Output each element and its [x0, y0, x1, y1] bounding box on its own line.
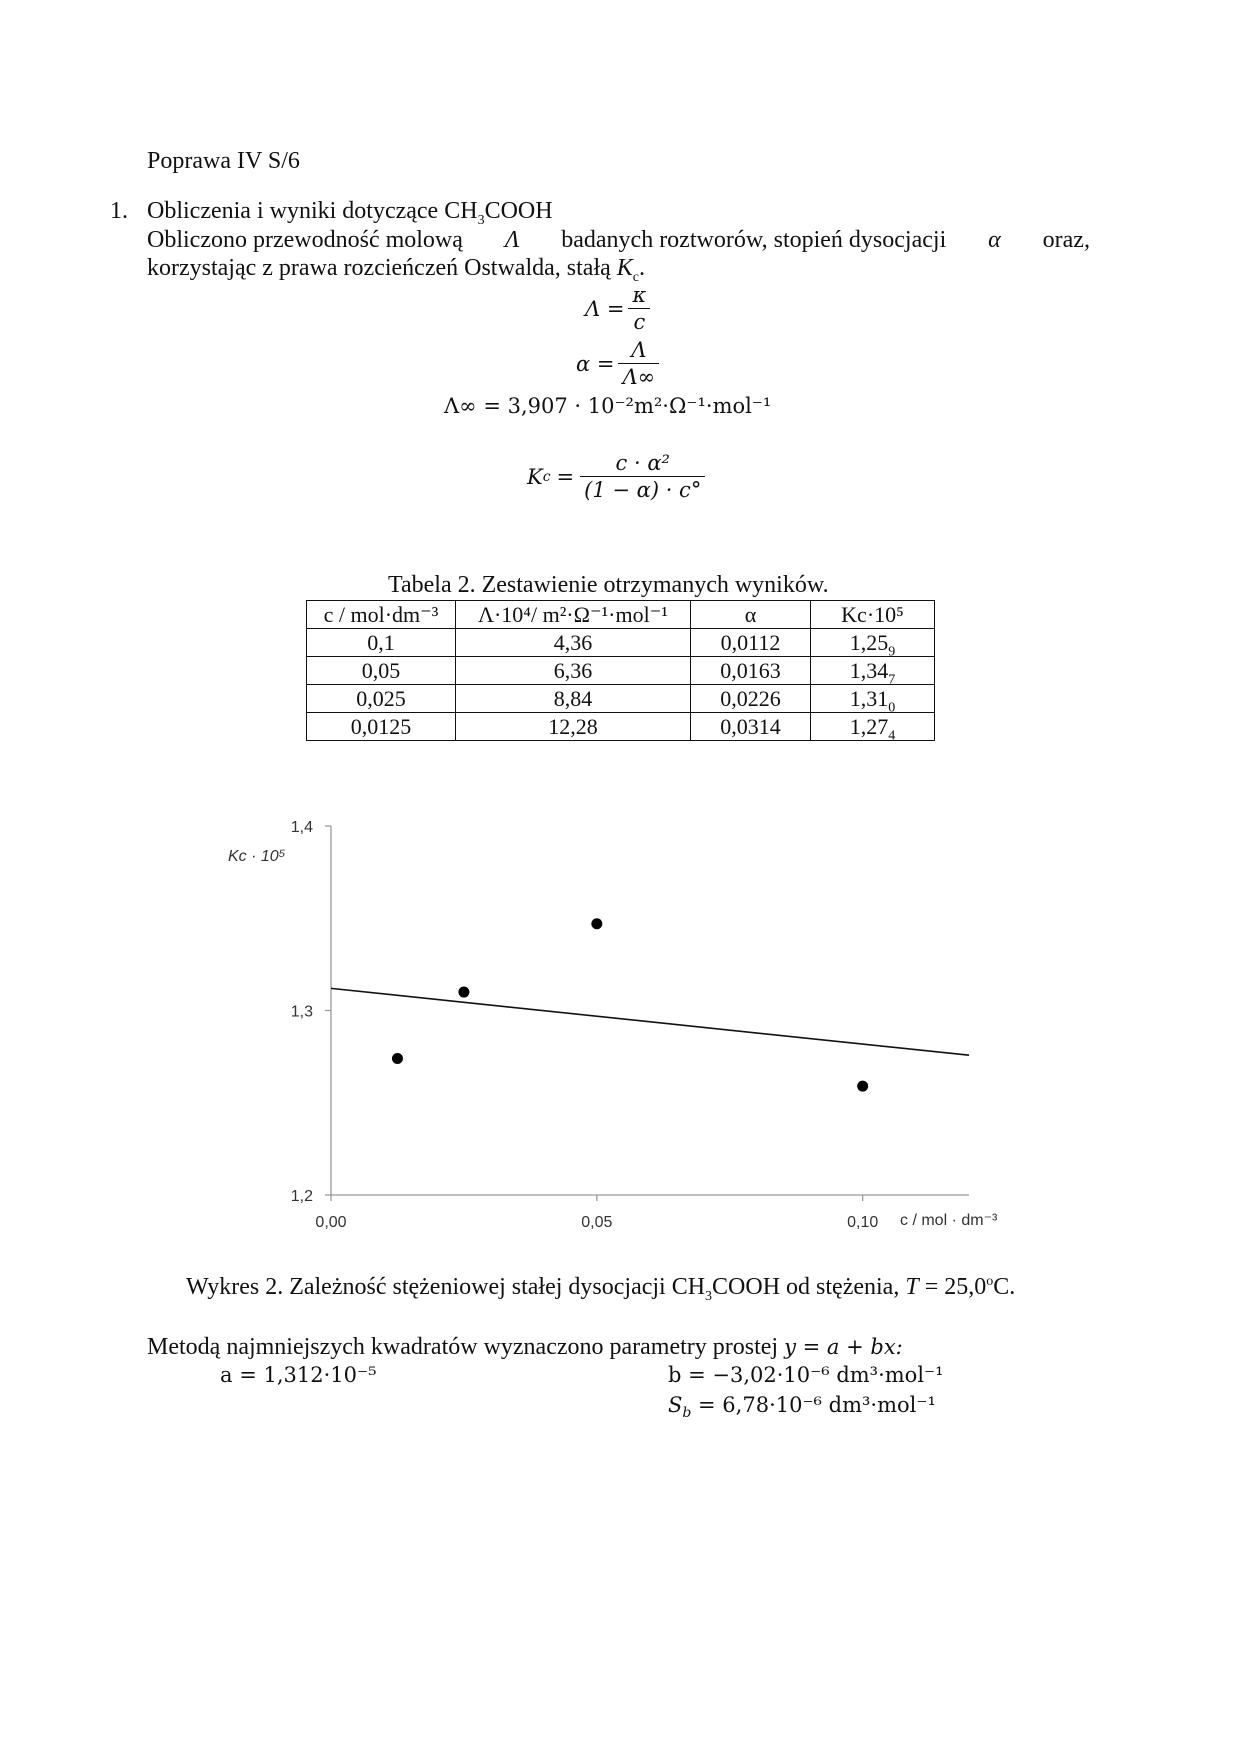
cell-alpha: 0,0226 [691, 685, 811, 713]
intro-paragraph-line1: Obliczono przewodność molową Λ badanych roztworów, stopień dysocjacji α oraz, [147, 227, 1090, 253]
equation-dissociation-degree: α = $\frac{\Lambda}{\Lambda\infty}$ [576, 337, 659, 390]
lsq-intro: Metodą najmniejszych kwadratów wyznaczono parametry prostej y = a + bx: [147, 1334, 903, 1360]
page-title: Poprawa IV S/6 [147, 148, 300, 174]
data-point [392, 1053, 403, 1064]
x-tick-label: 0,05 [581, 1214, 613, 1231]
header-kc: Kc·10⁵ [811, 601, 935, 629]
cell-lambda: 4,36 [456, 629, 691, 657]
y-tick-label: 1,4 [290, 819, 313, 836]
header-molar-conductivity: Λ·10⁴/ m²·Ω⁻¹·mol⁻¹ [456, 601, 691, 629]
data-point [857, 1081, 868, 1092]
cell-alpha: 0,0163 [691, 657, 811, 685]
cell-kc: $1,27_4$ [811, 713, 935, 741]
x-tick-label: 0,00 [315, 1214, 347, 1231]
cell-c: 0,0125 [307, 713, 456, 741]
intro-paragraph-line2: korzystając z prawa rozcieńczeń Ostwalda, stałą $K_c$. [147, 255, 645, 285]
data-point [591, 918, 602, 929]
equation-ostwald-constant: K c = $\frac{\text{c · α²}}{(1 - \alpha) \cdot c^\circ}$ [527, 450, 705, 503]
cell-lambda: 12,28 [456, 713, 691, 741]
table-row [307, 629, 935, 657]
data-point [458, 987, 469, 998]
chart-caption: Wykres 2. Zależność stężeniowej stałej dysocjacji $CH_3COOH$ od stężenia, $T = 25,0^oC$. [186, 1274, 1016, 1304]
cell-c: 0,1 [307, 629, 456, 657]
section-heading: Obliczenia i wyniki dotyczące $CH_3COOH$ [147, 198, 553, 228]
section-number: 1. [110, 198, 128, 224]
lsq-param-a: a = 1,312·10⁻⁵ [220, 1363, 377, 1387]
table-header-row [307, 601, 935, 629]
fit-line [331, 988, 969, 1055]
table-row [307, 713, 935, 741]
table-caption: Tabela 2. Zestawienie otrzymanych wyników. [388, 572, 829, 598]
equation-molar-conductivity: Λ = $\frac{\kappa}{c}$ [585, 282, 650, 335]
cell-alpha: 0,0112 [691, 629, 811, 657]
cell-c: 0,025 [307, 685, 456, 713]
cell-kc: $1,25_9$ [811, 629, 935, 657]
table-row [307, 657, 935, 685]
lsq-param-b: b = −3,02·10⁻⁶ dm³·mol⁻¹ [668, 1363, 944, 1387]
cell-kc: $1,31_0$ [811, 685, 935, 713]
y-tick-label: 1,3 [290, 1003, 313, 1021]
x-tick-label: 0,10 [847, 1214, 879, 1231]
header-alpha: α [691, 601, 811, 629]
cell-kc: $1,34_7$ [811, 657, 935, 685]
results-table [306, 600, 935, 741]
header-concentration: c / mol·dm⁻³ [307, 601, 456, 629]
kc-vs-concentration-chart [200, 800, 1040, 1250]
equation-limiting-conductivity: Λ∞ = 3,907 · 10⁻²m²·Ω⁻¹·mol⁻¹ [444, 394, 772, 418]
cell-c: 0,05 [307, 657, 456, 685]
lsq-param-sb: $S_b = 6,78\cdot 10^{-6}$ dm³·mol⁻¹ [668, 1393, 936, 1422]
cell-lambda: 6,36 [456, 657, 691, 685]
x-axis-label: c / mol · dm⁻³ [900, 1212, 998, 1229]
y-axis-label: Kc · 10⁵ [228, 848, 286, 865]
y-tick-label: 1,2 [290, 1188, 313, 1205]
cell-alpha: 0,0314 [691, 713, 811, 741]
table-row [307, 685, 935, 713]
cell-lambda: 8,84 [456, 685, 691, 713]
